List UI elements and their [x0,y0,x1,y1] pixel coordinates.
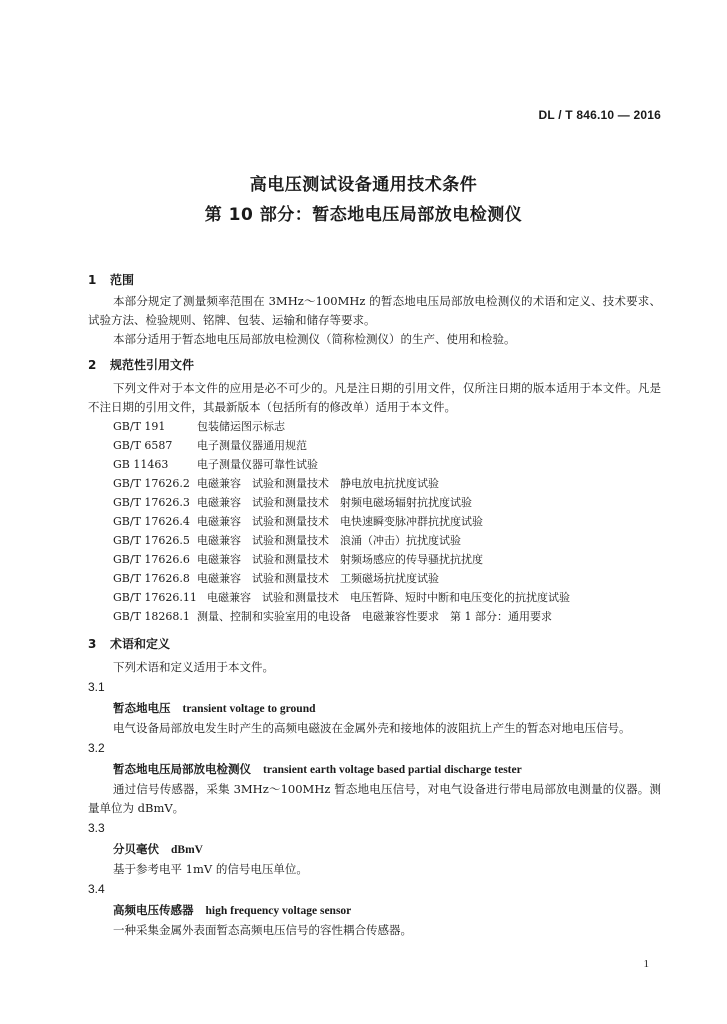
section-number: 3 [88,637,97,651]
term-number: 3.1 [88,680,105,694]
term-definition: 电气设备局部放电发生时产生的高频电磁波在金属外壳和接地体的波阻抗上产生的暂态对地电压信号。 [113,721,631,735]
reference-code: GB/T 6587 [113,439,173,452]
reference-item [113,550,661,569]
reference-title: 测量、控制和实验室用的电设备 电磁兼容性要求 第 1 部分：通用要求 [197,610,552,623]
paragraph: 本部分规定了测量频率范围在 3MHz～100MHz 的暂态地电压局部放电检测仪的术语和定义、技术要求、试验方法、检验规则、铭牌、包装、运输和储存等要求。 [88,294,661,327]
reference-title: 电磁兼容 试验和测量技术 浪涌（冲击）抗扰度试验 [197,534,461,547]
reference-code: GB/T 17626.8 [113,572,190,585]
reference-item [113,588,661,607]
reference-title: 电磁兼容 试验和测量技术 电快速瞬变脉冲群抗扰度试验 [197,515,483,528]
term-zh: 暂态地电压 [113,701,171,715]
reference-code: GB/T 17626.5 [113,534,190,547]
reference-code: GB/T 17626.11 [113,591,197,604]
reference-title: 电磁兼容 试验和测量技术 工频磁场抗扰度试验 [197,572,439,585]
section-title: 术语和定义 [110,637,171,651]
section-number: 2 [88,358,97,372]
reference-title: 电子测量仪器可靠性试验 [197,458,318,471]
term-name [88,698,661,719]
term-number: 3.3 [88,821,105,835]
reference-item [113,531,661,550]
reference-title: 电磁兼容 试验和测量技术 射频场感应的传导骚扰抗扰度 [197,553,483,566]
term-number: 3.4 [88,882,105,896]
term-en: dBmV [171,844,203,856]
reference-item [113,512,661,531]
term-en: transient earth voltage based partial discharge tester [263,764,522,776]
reference-item [113,569,661,588]
term-name [88,839,661,860]
standard-code: DL / T 846.10 — 2016 [538,108,661,122]
reference-title: 包装储运图示标志 [197,420,285,433]
reference-title: 电磁兼容 试验和测量技术 射频电磁场辐射抗扰度试验 [197,496,472,509]
reference-code: GB/T 17626.3 [113,496,190,509]
term-name [88,900,661,921]
reference-code: GB 11463 [113,458,169,471]
reference-item [113,607,661,626]
term-zh: 高频电压传感器 [113,903,194,917]
paragraph: 本部分适用于暂态地电压局部放电检测仪（简称检测仪）的生产、使用和检验。 [113,332,516,346]
term-definition: 一种采集金属外表面暂态高频电压信号的容性耦合传感器。 [113,923,412,937]
title-line-1: 高电压测试设备通用技术条件 [249,175,478,195]
term-definition: 通过信号传感器，采集 3MHz～100MHz 暂态地电压信号，对电气设备进行带电局部放电测量的仪器。测量单位为 dBmV。 [88,782,661,815]
section-title: 范围 [110,273,135,287]
section-number: 1 [88,273,97,287]
reference-list [88,417,661,626]
page-number: 1 [643,958,649,970]
section-heading-terms [88,634,661,654]
reference-code: GB/T 17626.2 [113,477,190,490]
reference-item [113,493,661,512]
reference-title: 电磁兼容 试验和测量技术 静电放电抗扰度试验 [197,477,439,490]
reference-item [113,455,661,474]
section-title: 规范性引用文件 [110,358,195,372]
paragraph: 下列文件对于本文件的应用是必不可少的。凡是注日期的引用文件，仅所注日期的版本适用于本文件。凡是不注日期的引用文件，其最新版本（包括所有的修改单）适用于本文件。 [88,381,661,414]
reference-code: GB/T 17626.4 [113,515,190,528]
term-en: high frequency voltage sensor [205,905,352,917]
reference-code: GB/T 18268.1 [113,610,190,623]
section-heading-normative-references [88,355,661,375]
term-definition: 基于参考电平 1mV 的信号电压单位。 [113,862,308,876]
document-title [0,170,727,230]
term-en: transient voltage to ground [182,703,316,715]
reference-title: 电磁兼容 试验和测量技术 电压暂降、短时中断和电压变化的抗扰度试验 [207,591,570,604]
term-name [88,759,661,780]
term-number: 3.2 [88,741,105,755]
paragraph: 下列术语和定义适用于本文件。 [113,660,274,674]
section-heading-scope [88,270,661,290]
reference-item [113,436,661,455]
reference-code: GB/T 191 [113,420,166,433]
reference-item [113,474,661,493]
reference-code: GB/T 17626.6 [113,553,190,566]
term-zh: 分贝毫伏 [113,842,159,856]
document-body [88,264,661,940]
reference-title: 电子测量仪器通用规范 [197,439,307,452]
reference-item [113,417,661,436]
title-line-2: 第 10 部分：暂态地电压局部放电检测仪 [204,205,523,225]
term-zh: 暂态地电压局部放电检测仪 [113,762,251,776]
